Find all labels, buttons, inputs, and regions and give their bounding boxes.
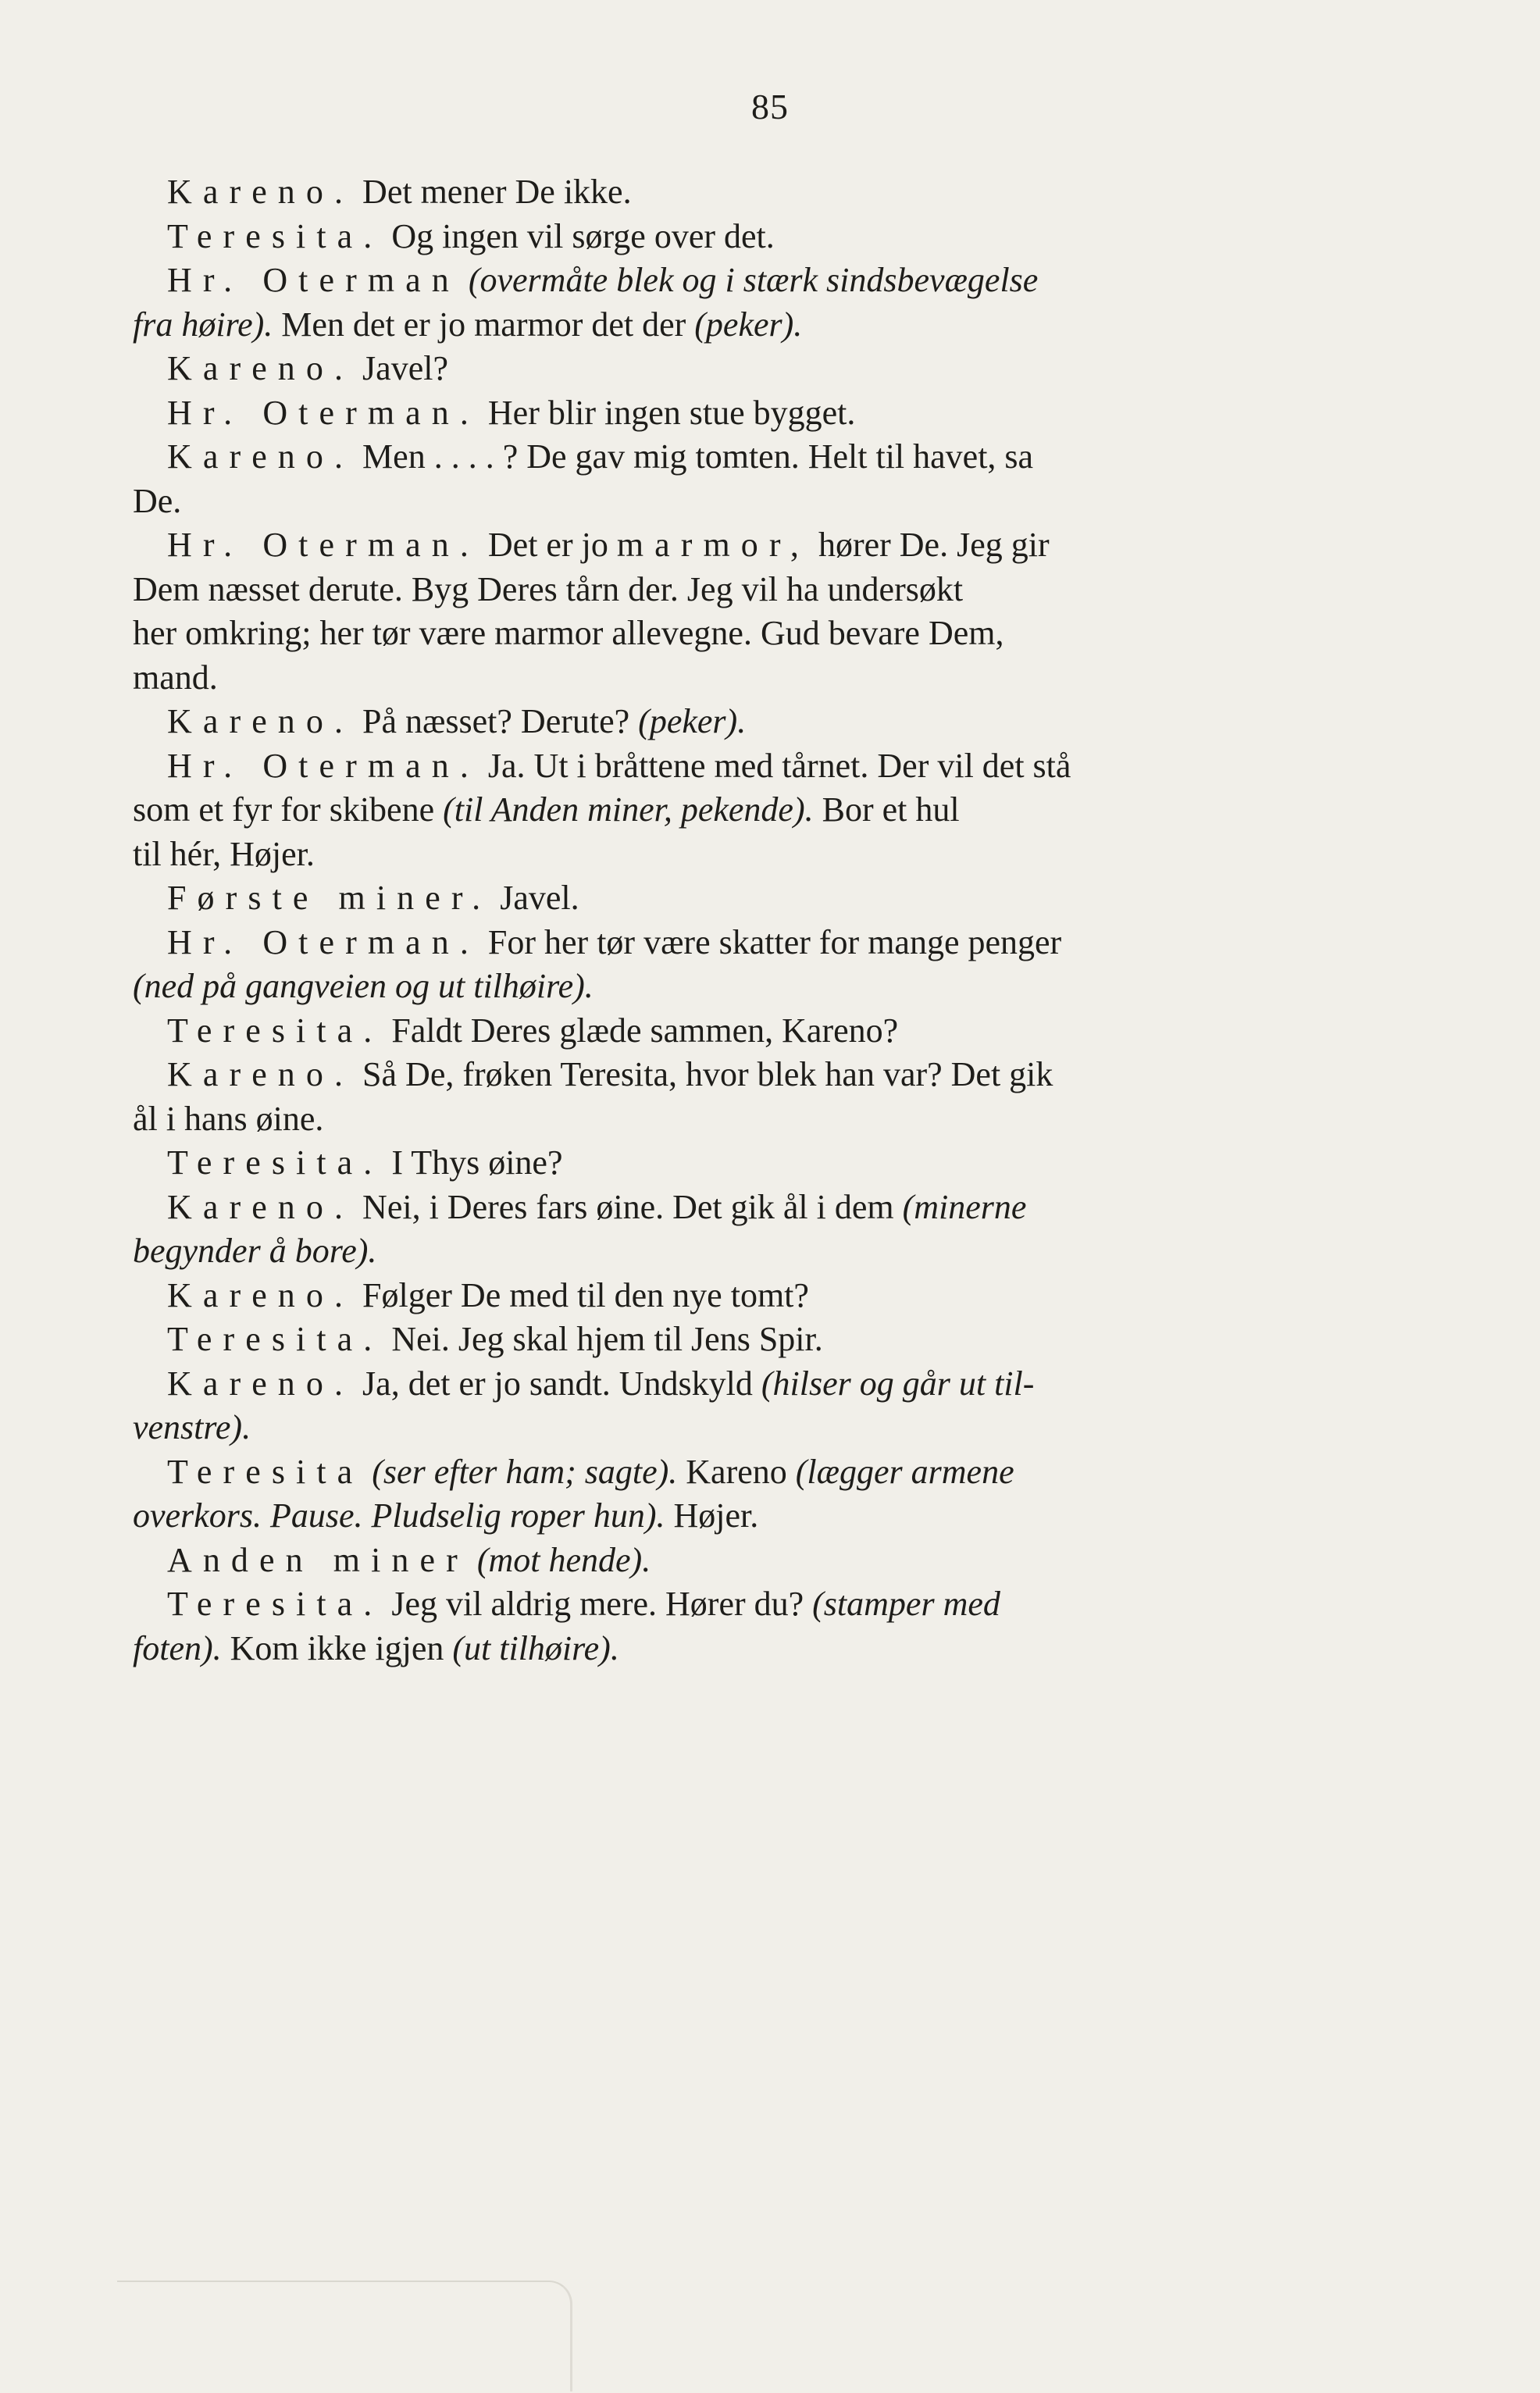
speaker-name: Kareno. (167, 437, 355, 476)
text-line (133, 480, 1320, 524)
page-number: 85 (751, 87, 789, 127)
speaker-name: Hr. Oterman. (167, 526, 479, 564)
dialogue-text (133, 170, 1320, 1671)
speaker-name: Kareno. (167, 1275, 355, 1314)
dialogue-segment: Bor et hul (813, 790, 960, 829)
dialogue-segment: På næsset? Derute? (354, 702, 639, 740)
text-line (133, 259, 1320, 303)
speaker-name: marmor, (616, 526, 810, 564)
dialogue-segment: Kareno (677, 1452, 796, 1491)
speaker-name: Hr. Oterman. (167, 393, 479, 432)
speaker-name: Hr. Oterman. (167, 746, 479, 785)
dialogue-segment: til hér, Højer. (133, 834, 315, 873)
text-line (133, 656, 1320, 701)
stage-direction: (hilser og går ut til- (761, 1364, 1035, 1403)
dialogue-segment: I Thys øine? (383, 1143, 563, 1182)
dialogue-segment: Men det er jo marmor det der (273, 305, 695, 344)
text-line (133, 1582, 1320, 1627)
text-line (133, 1009, 1320, 1054)
speaker-name: Hr. Oterman. (167, 922, 479, 961)
speaker-name: Teresita. (167, 1011, 383, 1050)
text-line (133, 612, 1320, 656)
text-line (133, 435, 1320, 480)
dialogue-segment: For her tør være skatter for mange penger (479, 922, 1062, 961)
dialogue-segment: Og ingen vil sørge over det. (383, 216, 775, 255)
speaker-name: Hr. Oterman (167, 261, 460, 299)
dialogue-segment: mand. (133, 658, 218, 697)
dialogue-segment: Følger De med til den nye tomt? (354, 1275, 809, 1314)
speaker-name: Teresita. (167, 216, 383, 255)
text-line (133, 303, 1320, 348)
dialogue-segment: Højer. (665, 1496, 759, 1535)
text-line (133, 523, 1320, 568)
text-line (133, 1539, 1320, 1583)
text-line (133, 1494, 1320, 1539)
dialogue-segment: her omkring; her tør være marmor allevegne. Gud bevare Dem, (133, 614, 1004, 652)
text-line (133, 1406, 1320, 1450)
text-line (133, 391, 1320, 436)
text-line (133, 1053, 1320, 1097)
text-line (133, 833, 1320, 877)
text-line (133, 921, 1320, 965)
text-line (133, 788, 1320, 833)
text-line (133, 1186, 1320, 1230)
text-line (133, 347, 1320, 391)
stage-direction: (overmåte blek og i stærk sindsbevægelse (468, 261, 1039, 299)
dialogue-segment (460, 261, 469, 299)
dialogue-segment: Faldt Deres glæde sammen, Kareno? (383, 1011, 899, 1050)
dialogue-segment: som et fyr for skibene (133, 790, 444, 829)
dialogue-segment: ål i hans øine. (133, 1099, 324, 1138)
speaker-name: Anden miner (167, 1540, 469, 1579)
stage-direction: begynder å bore). (133, 1232, 377, 1270)
stage-direction: (ned på gangveien og ut tilhøire). (133, 967, 594, 1005)
dialogue-segment: Ja, det er jo sandt. Undskyld (354, 1364, 761, 1403)
dialogue-segment: Så De, frøken Teresita, hvor blek han var? Det gik (354, 1055, 1053, 1093)
dialogue-segment: Men . . . . ? De gav mig tomten. Helt til havet, sa (354, 437, 1034, 476)
stage-direction: (til Anden miner, pekende). (443, 790, 814, 829)
dialogue-segment (363, 1453, 372, 1491)
text-line (133, 876, 1320, 921)
stage-direction: (lægger armene (795, 1452, 1014, 1491)
text-line (133, 215, 1320, 259)
speaker-name: Første miner. (167, 879, 492, 917)
stage-direction: (peker). (694, 305, 803, 344)
dialogue-segment (469, 1541, 477, 1579)
speaker-name: Kareno. (167, 1055, 355, 1093)
stage-direction: fra høire). (133, 305, 273, 344)
scan-edge-mark (117, 2281, 572, 2391)
dialogue-segment: Her blir ingen stue bygget. (479, 393, 856, 432)
dialogue-segment: De. (133, 481, 182, 520)
stage-direction: overkors. Pause. Pludselig roper hun). (133, 1496, 665, 1535)
dialogue-segment: Ja. Ut i bråttene med tårnet. Der vil det stå (479, 746, 1071, 785)
text-line (133, 965, 1320, 1009)
stage-direction: (mot hende). (476, 1540, 651, 1579)
speaker-name: Teresita. (167, 1143, 383, 1182)
stage-direction: (ut tilhøire). (452, 1628, 619, 1667)
text-line (133, 1450, 1320, 1495)
text-line (133, 1097, 1320, 1142)
speaker-name: Kareno. (167, 349, 355, 387)
speaker-name: Kareno. (167, 702, 355, 740)
stage-direction: (peker). (638, 702, 747, 740)
dialogue-segment: Det er jo (479, 526, 617, 564)
speaker-name: Teresita. (167, 1585, 383, 1623)
text-line (133, 1362, 1320, 1407)
dialogue-segment: Javel. (491, 879, 579, 917)
stage-direction: venstre). (133, 1408, 251, 1446)
text-line (133, 1141, 1320, 1186)
stage-direction: (minerne (902, 1187, 1027, 1226)
dialogue-segment: Kom ikke igjen (221, 1628, 453, 1667)
speaker-name: Kareno. (167, 1364, 355, 1403)
dialogue-segment: Nei. Jeg skal hjem til Jens Spir. (383, 1320, 823, 1358)
stage-direction: (ser efter ham; sagte). (372, 1452, 678, 1491)
text-line (133, 1229, 1320, 1274)
stage-direction: foten). (133, 1628, 222, 1667)
speaker-name: Kareno. (167, 173, 355, 211)
text-line (133, 1627, 1320, 1671)
text-line (133, 170, 1320, 215)
speaker-name: Kareno. (167, 1187, 355, 1226)
dialogue-segment: Javel? (354, 349, 448, 387)
dialogue-segment: Nei, i Deres fars øine. Det gik ål i dem (354, 1187, 903, 1226)
text-line (133, 744, 1320, 789)
text-line (133, 568, 1320, 612)
speaker-name: Teresita (167, 1452, 364, 1491)
stage-direction: (stamper med (812, 1585, 1000, 1623)
dialogue-segment: hører De. Jeg gir (809, 526, 1050, 564)
text-line (133, 700, 1320, 744)
speaker-name: Teresita. (167, 1320, 383, 1358)
text-line (133, 1274, 1320, 1318)
dialogue-segment: Jeg vil aldrig mere. Hører du? (383, 1585, 813, 1623)
dialogue-segment: Det mener De ikke. (354, 173, 632, 211)
text-line (133, 1318, 1320, 1362)
dialogue-segment: Dem næsset derute. Byg Deres tårn der. Jeg vil ha undersøkt (133, 569, 964, 608)
